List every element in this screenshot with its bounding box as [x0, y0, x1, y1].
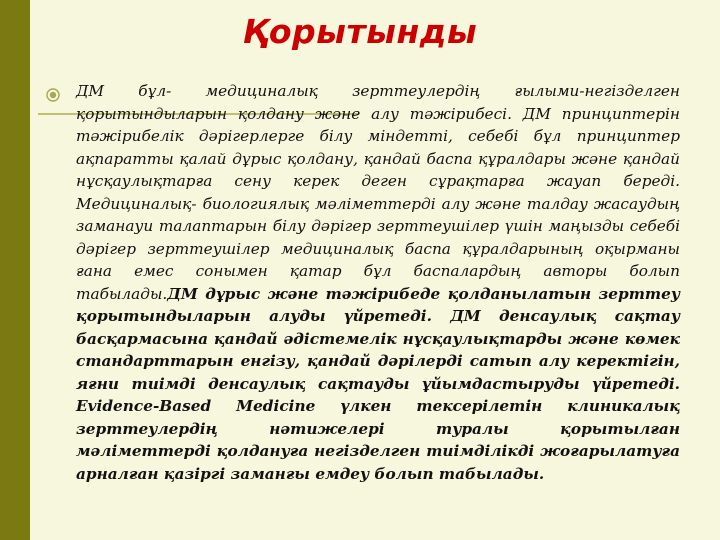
left-accent-bar: [0, 0, 30, 540]
slide-body-text: [76, 80, 680, 485]
body-paragraph-1: ДМ бұл- медициналық зерттеулердің ғылыми-негізделген қорытындыларын қолдану және алу тәжірибесі. ДМ принциптерін тәжірибелік дәрігерлерге білу міндетті, себебі бұл принциптер ақпаратты қалай дұрыс қолдану, қандай баспа құралдары және қандай нұсқаулықтарға сену керек деген сұрақтарға жауап береді. Медициналық- биологиялық мәліметтерді алу және талдау жасаудың заманауи талаптарын білу дәрігер зерттеушілер үшін маңызды себебі дәрігер зерттеушілер медициналық баспа құралдарының оқырманы ғана емес сонымен қатар бұл баспалардың авторы болып табылады.: [76, 82, 680, 303]
slide-title: Қорытынды: [242, 12, 478, 51]
body-paragraph-2: ДМ дұрыс және тәжірибеде қолданылатын зерттеу қорытындыларын алуды үйретеді. ДМ денсаулық сақтау басқармасына қандай әдістемелік нұсқаулықтарды және көмек стандарттарын енгізу, қандай дәрілерді сатып алу керектігін, яғни тиімді денсаулық сақтауды ұйымдастыруды үйретеді. Evidence-Based Medicine үлкен тексерілетін клиникалық зерттеулердің нәтижелері туралы қорытылған мәліметтерді қолдануға негізделген тиімділікді жоғарылатуға арналған қазіргі заманғы емдеу болып табылады.: [76, 284, 680, 483]
bullet-icon: [46, 88, 60, 102]
